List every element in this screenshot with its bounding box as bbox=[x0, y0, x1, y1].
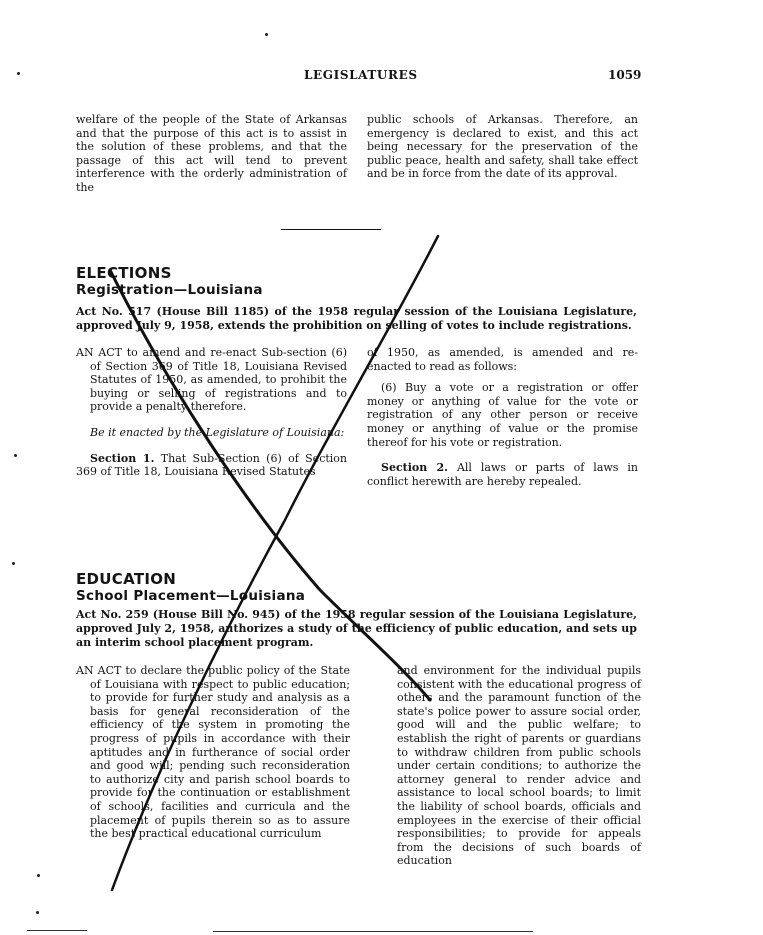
scan-edge-line bbox=[213, 931, 533, 932]
section-2-label: Section 2. bbox=[381, 461, 448, 475]
education-subtitle: School Placement—Louisiana bbox=[76, 588, 306, 604]
running-title: LEGISLATURES bbox=[304, 68, 418, 82]
education-an-act: AN ACT to declare the public policy of the State of Louisiana with respect to public education; to provide for further study and analysis as a basis for general reconsideration of the efficiency of the system in promoting the progress of pupils in accordance with their aptitudes and in furtherance of social order and good will; pending such reconsideration to authorize city and parish school boards to provide for the continuation or establishment of schools, facilities and curricula and the placement of pupils therein so as to assure the best practical educational curriculum bbox=[76, 664, 350, 841]
section-1-label: Section 1. bbox=[90, 451, 155, 465]
education-title: EDUCATION bbox=[76, 570, 177, 588]
page-number: 1059 bbox=[608, 68, 642, 82]
carryover-left-paragraph: welfare of the people of the State of Arkansas and that the purpose of this act is to assist in the solution of these problems, and that the passage of this act will tend to prevent interference with the orderly administration of the bbox=[76, 113, 347, 194]
elections-subsection-6: (6) Buy a vote or a registration or offer money or anything of value for the vote or registration of any other person or receive money or anything of value or the promise thereof for his vote or registration. bbox=[367, 381, 638, 449]
x-stroke-ascending bbox=[112, 236, 438, 890]
scan-speck bbox=[37, 874, 40, 877]
elections-enacting-clause: Be it enacted by the Legislature of Louisiana: bbox=[90, 425, 345, 439]
elections-amended-intro: of 1950, as amended, is amended and re-enacted to read as follows: bbox=[367, 346, 638, 373]
education-continuation: and environment for the individual pupils consistent with the educational progress of others and the paramount function of the state's police power to assure social order, good will and the public welfare; to establish the right of parents or guardians to withdraw children from public schools under certain conditions; to authorize the attorney general to render advice and assistance to local school boards; to limit the liability of school boards, officials and employees in the exercise of their official responsibilities; to provide for appeals from the decisions of such boards of education bbox=[397, 664, 641, 868]
elections-an-act: AN ACT to amend and re-enact Sub-section (6) of Section 369 of Title 18, Louisiana Revised Statutes of 1950, as amended, to prohibit the buying or selling of registrations and to provide a penalty therefore. bbox=[76, 346, 347, 414]
scan-speck bbox=[17, 72, 20, 75]
carryover-right-paragraph: public schools of Arkansas. Therefore, an emergency is declared to exist, and this act being necessary for the preservation of the public peace, health and safety, shall take effect and be in force from the date of its approval. bbox=[367, 113, 638, 181]
scan-edge-line bbox=[27, 930, 87, 931]
section-1-text: That Sub-Section (6) of Section 369 of Title 18, Louisiana Revised Statutes bbox=[76, 451, 347, 479]
elections-act-summary: Act No. 517 (House Bill 1185) of the 1958 regular session of the Louisiana Legislature, approved July 9, 1958, extends the prohibition on selling of votes to include registrations. bbox=[76, 305, 637, 332]
education-act-summary: Act No. 259 (House Bill No. 945) of the 1958 regular session of the Louisiana Legislature, approved July 2, 1958, authorizes a study of the efficiency of public education, and sets up an interim school placement program. bbox=[76, 608, 637, 649]
elections-subtitle: Registration—Louisiana bbox=[76, 282, 263, 298]
scan-speck bbox=[12, 562, 15, 565]
scan-speck bbox=[36, 911, 39, 914]
elections-title: ELECTIONS bbox=[76, 264, 172, 282]
scan-speck bbox=[265, 33, 268, 36]
x-stroke-descending bbox=[110, 270, 430, 700]
scan-speck bbox=[14, 454, 17, 457]
section-2-text: All laws or parts of laws in conflict herewith are hereby repealed. bbox=[367, 461, 638, 488]
